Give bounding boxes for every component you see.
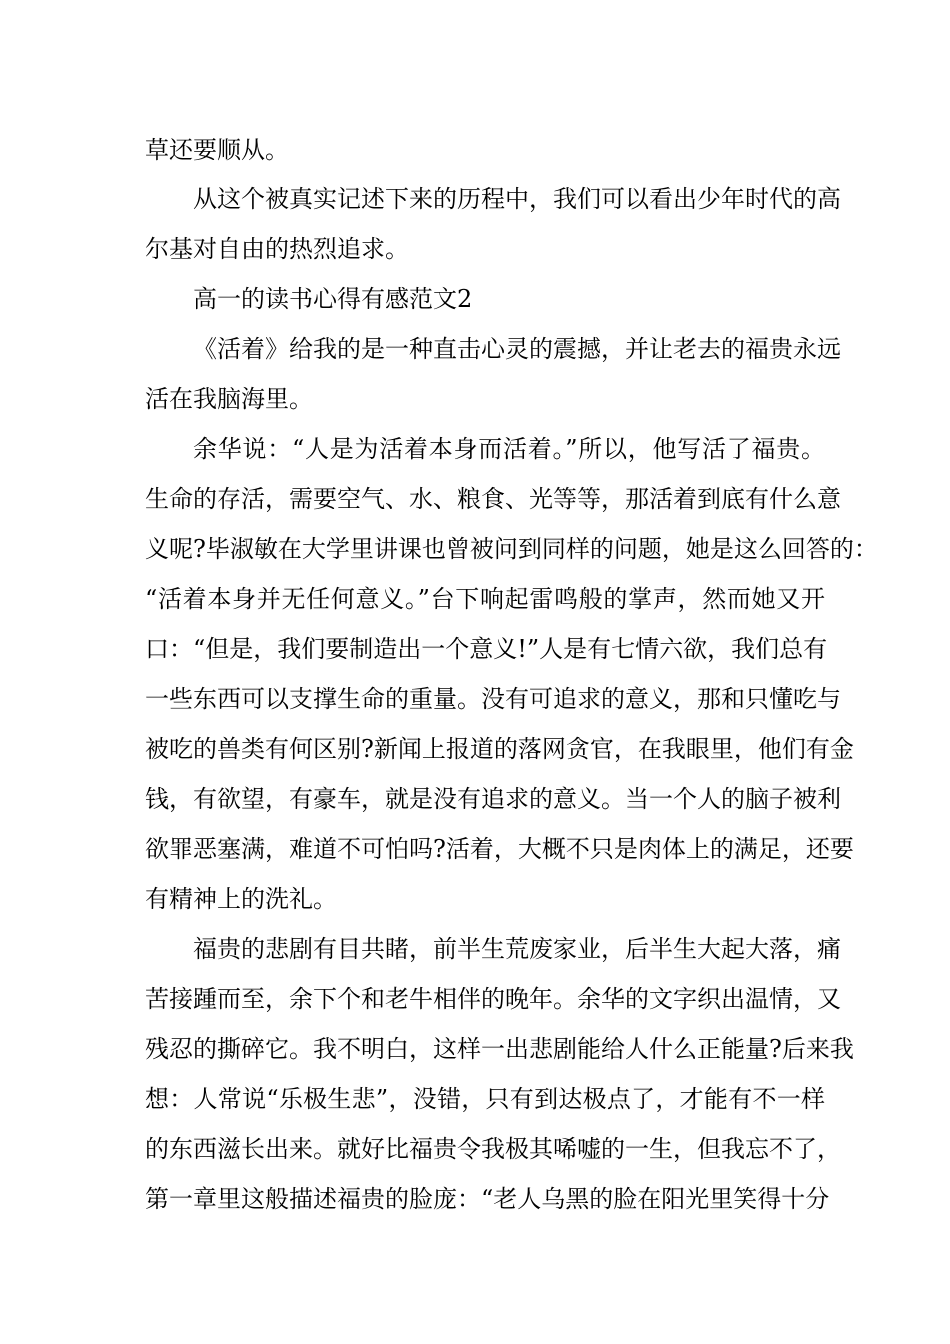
text-line: 被吃的兽类有何区别?新闻上报道的落网贪官，在我眼里，他们有金 [145,735,854,763]
text-line: 一些东西可以支撑生命的重量。没有可追求的意义，那和只懂吃与 [145,685,841,713]
text-line: 有精神上的洗礼。 [145,885,337,913]
text-line: 残忍的撕碎它。我不明白，这样一出悲剧能给人什么正能量?后来我 [145,1035,854,1063]
text-line: 义呢?毕淑敏在大学里讲课也曾被问到同样的问题，她是这么回答的： [145,535,878,563]
text-line: 第一章里这般描述福贵的脸庞：“老人乌黑的脸在阳光里笑得十分 [145,1185,830,1213]
section-heading: 高一的读书心得有感范文2 [193,285,473,313]
text-line: “活着本身并无任何意义。”台下响起雷鸣般的掌声，然而她又开 [145,585,825,613]
paragraph-first-line: 余华说：“人是为活着本身而活着。”所以，他写活了福贵。 [193,435,825,463]
text-line: 活在我脑海里。 [145,385,313,413]
text-line: 草还要顺从。 [145,136,289,164]
text-line: 的东西滋长出来。就好比福贵令我极其唏嘘的一生，但我忘不了， [145,1135,841,1163]
paragraph-first-line: 从这个被真实记述下来的历程中，我们可以看出少年时代的高 [193,185,841,213]
text-line: 想：人常说“乐极生悲”，没错，只有到达极点了，才能有不一样 [145,1085,825,1113]
paragraph-first-line: 《活着》给我的是一种直击心灵的震撼，并让老去的福贵永远 [193,335,841,363]
text-line: 欲罪恶塞满，难道不可怕吗?活着，大概不只是肉体上的满足，还要 [145,835,854,863]
text-line: 生命的存活，需要空气、水、粮食、光等等，那活着到底有什么意 [145,485,841,513]
text-line: 钱，有欲望，有豪车，就是没有追求的意义。当一个人的脑子被利 [145,785,841,813]
paragraph-first-line: 福贵的悲剧有目共睹，前半生荒废家业，后半生大起大落，痛 [193,935,841,963]
text-line: 尔基对自由的热烈追求。 [145,235,409,263]
text-line: 口：“但是，我们要制造出一个意义!”人是有七情六欲，我们总有 [145,635,828,663]
text-line: 苦接踵而至，余下个和老牛相伴的晚年。余华的文字织出温情，又 [145,985,841,1013]
